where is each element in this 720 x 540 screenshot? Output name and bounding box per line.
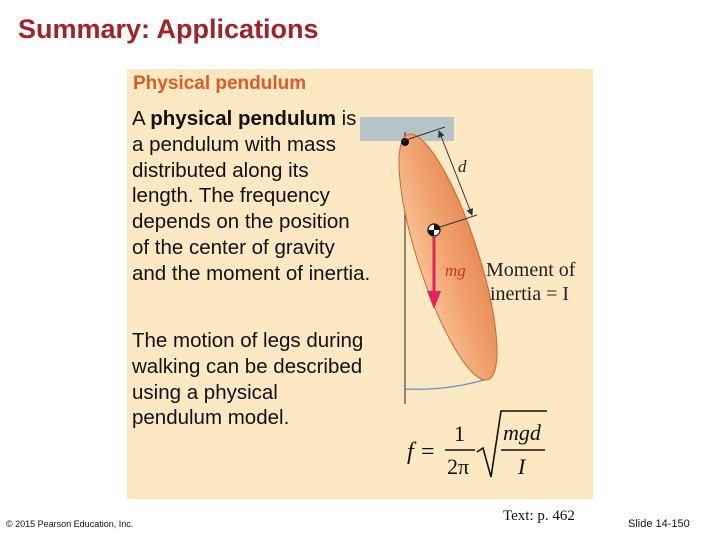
walking-paragraph: The motion of legs during walking can be described using a physical pendulum model. [132,329,364,430]
pendulum-diagram [127,69,593,499]
formula-denominator: 2π [447,454,470,479]
slide-title: Summary: Applications [18,14,319,44]
definition-lead: A [132,107,151,130]
slide-number: Slide 14-150 [628,518,690,530]
formula-root-denominator: I [518,454,526,479]
distance-label: d [458,157,467,176]
formula-numerator: 1 [454,421,465,446]
moment-label-line2: inertia = I [490,283,570,305]
swing-arc [405,379,487,389]
formula-lhs: f [407,439,414,465]
weight-label: mg [445,261,466,280]
moment-label-line1: Moment of [486,259,576,281]
formula-root-numerator: mgd [503,420,541,445]
formula-equals: = [421,439,435,465]
definition-term: physical pendulum [150,107,336,130]
copyright-notice: © 2015 Pearson Education, Inc. [6,519,134,529]
panel-heading: Physical pendulum [133,73,307,94]
frequency-formula [407,411,547,479]
physical-pendulum-panel [127,69,593,499]
text-reference: Text: p. 462 [503,508,575,524]
pendulum-body [380,125,517,389]
definition-body: is a pendulum with mass distributed along its length. The frequency depends on the position of the center of gravity and the moment of inertia. [132,107,371,285]
